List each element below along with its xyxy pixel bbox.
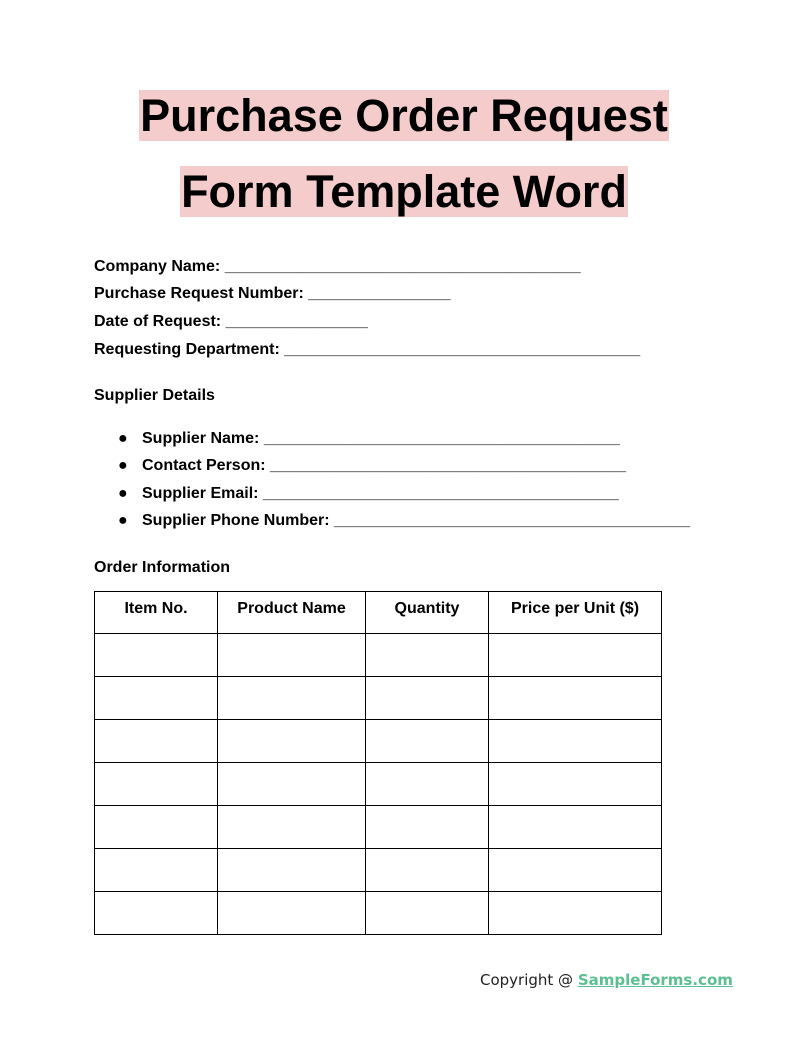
supplier-details-heading: Supplier Details bbox=[94, 387, 215, 404]
table-cell bbox=[489, 892, 662, 935]
table-cell bbox=[489, 806, 662, 849]
order-table bbox=[94, 591, 662, 935]
table-cell bbox=[218, 763, 366, 806]
title-line-2: Form Template Word bbox=[181, 166, 627, 217]
table-cell bbox=[218, 849, 366, 892]
table-cell bbox=[366, 763, 489, 806]
title-line-1: Purchase Order Request bbox=[140, 90, 668, 141]
table-cell bbox=[489, 763, 662, 806]
table-cell bbox=[489, 634, 662, 677]
table-row bbox=[95, 677, 662, 720]
bullet-icon: ● bbox=[118, 457, 128, 474]
contact-person-field: ● Contact Person: ________________________________________ bbox=[118, 457, 626, 474]
table-cell bbox=[95, 677, 218, 720]
supplier-phone-field: ● Supplier Phone Number: ________________________________________ bbox=[118, 512, 690, 529]
table-cell bbox=[218, 806, 366, 849]
table-cell bbox=[95, 892, 218, 935]
bullet-icon: ● bbox=[118, 512, 128, 529]
table-row bbox=[95, 849, 662, 892]
table-cell bbox=[95, 806, 218, 849]
table-cell bbox=[95, 634, 218, 677]
table-row bbox=[95, 720, 662, 763]
table-row bbox=[95, 763, 662, 806]
table-cell bbox=[489, 677, 662, 720]
table-row bbox=[95, 806, 662, 849]
header-price-per-unit: Price per Unit ($) bbox=[489, 592, 662, 634]
order-information-heading: Order Information bbox=[94, 559, 231, 576]
supplier-name-field: ● Supplier Name: ________________________________________ bbox=[118, 430, 620, 447]
copyright-footer: Copyright @ SampleForms.com bbox=[480, 971, 733, 989]
header-quantity: Quantity bbox=[366, 592, 489, 634]
requesting-department-field: Requesting Department: ________________________________________ bbox=[94, 341, 641, 358]
table-cell bbox=[366, 892, 489, 935]
table-cell bbox=[218, 634, 366, 677]
table-row bbox=[95, 892, 662, 935]
table-cell bbox=[218, 892, 366, 935]
table-cell bbox=[95, 849, 218, 892]
bullet-icon: ● bbox=[118, 430, 128, 447]
table-cell bbox=[218, 720, 366, 763]
supplier-email-field: ● Supplier Email: ________________________________________ bbox=[118, 485, 619, 502]
table-row bbox=[95, 634, 662, 677]
table-cell bbox=[366, 806, 489, 849]
sampleforms-link[interactable]: SampleForms.com bbox=[577, 971, 733, 989]
table-cell bbox=[95, 763, 218, 806]
company-name-field: Company Name: ________________________________________ bbox=[94, 258, 581, 275]
table-cell bbox=[218, 677, 366, 720]
purchase-request-number-field: Purchase Request Number: ________________ bbox=[94, 285, 451, 302]
table-cell bbox=[95, 720, 218, 763]
table-cell bbox=[489, 720, 662, 763]
date-of-request-field: Date of Request: ________________ bbox=[94, 313, 368, 330]
table-cell bbox=[366, 677, 489, 720]
header-item-no: Item No. bbox=[95, 592, 218, 634]
table-cell bbox=[366, 849, 489, 892]
table-cell bbox=[366, 634, 489, 677]
table-cell bbox=[366, 720, 489, 763]
bullet-icon: ● bbox=[118, 485, 128, 502]
header-product-name: Product Name bbox=[218, 592, 366, 634]
table-cell bbox=[489, 849, 662, 892]
